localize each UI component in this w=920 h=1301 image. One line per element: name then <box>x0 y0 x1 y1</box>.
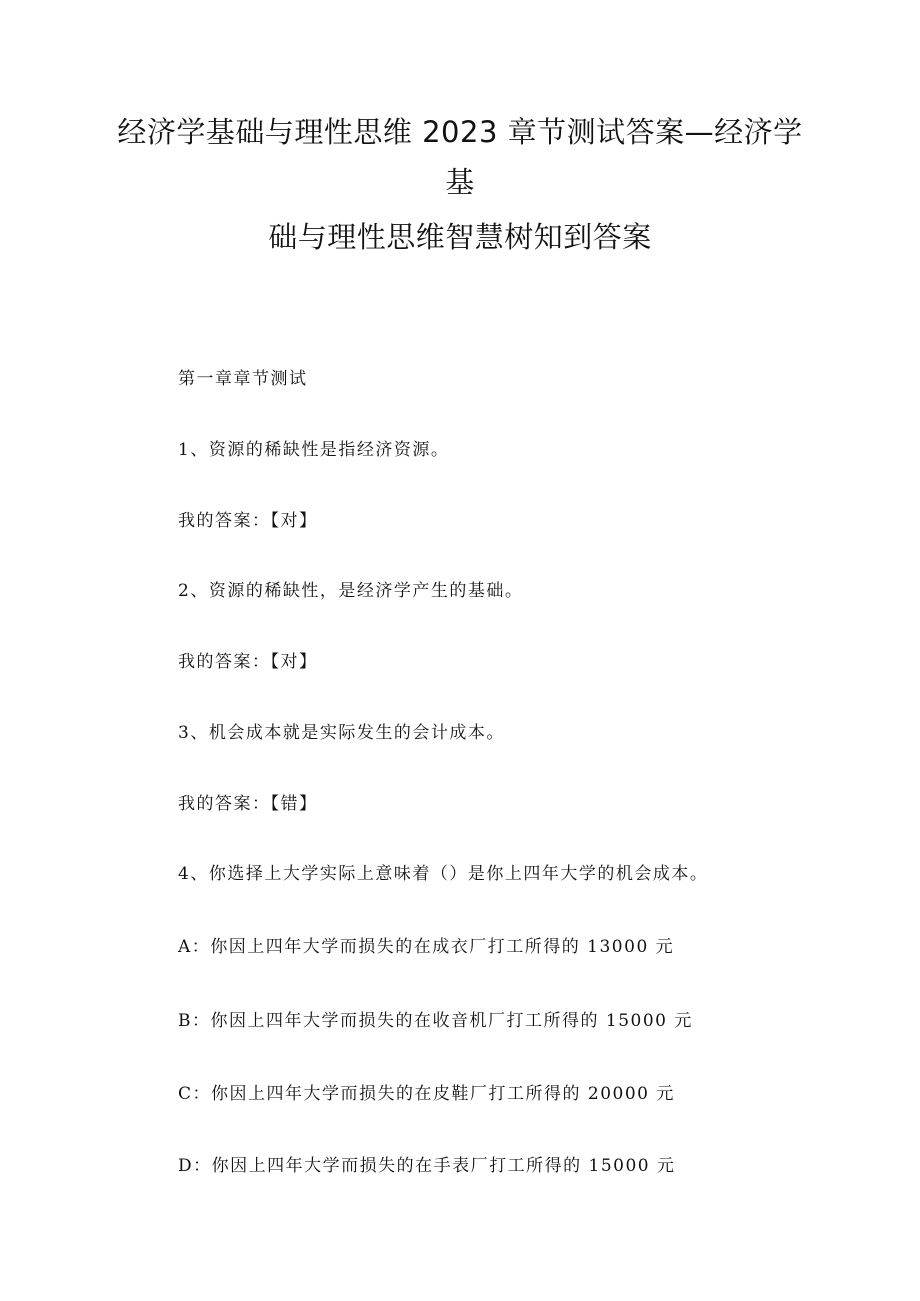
question-3: 3、机会成本就是实际发生的会计成本。 <box>178 723 505 743</box>
document-title-line-1: 经济学基础与理性思维 2023 章节测试答案—经济学 <box>117 115 803 149</box>
document-title-line-3: 础与理性思维智慧树知到答案 <box>268 220 652 254</box>
document-title-line-2: 基 <box>445 165 475 199</box>
question-2: 2、资源的稀缺性，是经济学产生的基础。 <box>178 581 524 601</box>
option-d: D：你因上四年大学而损失的在手表厂打工所得的 15000 元 <box>178 1156 676 1176</box>
chapter-heading: 第一章章节测试 <box>178 369 308 389</box>
option-a: A：你因上四年大学而损失的在成衣厂打工所得的 13000 元 <box>178 937 675 957</box>
answer-1: 我的答案：【对】 <box>178 511 318 531</box>
question-1: 1、资源的稀缺性是指经济资源。 <box>178 440 450 460</box>
answer-2: 我的答案：【对】 <box>178 652 318 672</box>
option-c: C：你因上四年大学而损失的在皮鞋厂打工所得的 20000 元 <box>178 1084 675 1104</box>
option-b: B：你因上四年大学而损失的在收音机厂打工所得的 15000 元 <box>178 1011 693 1031</box>
question-4: 4、你选择上大学实际上意味着（）是你上四年大学的机会成本。 <box>178 864 709 884</box>
answer-3: 我的答案：【错】 <box>178 794 318 814</box>
